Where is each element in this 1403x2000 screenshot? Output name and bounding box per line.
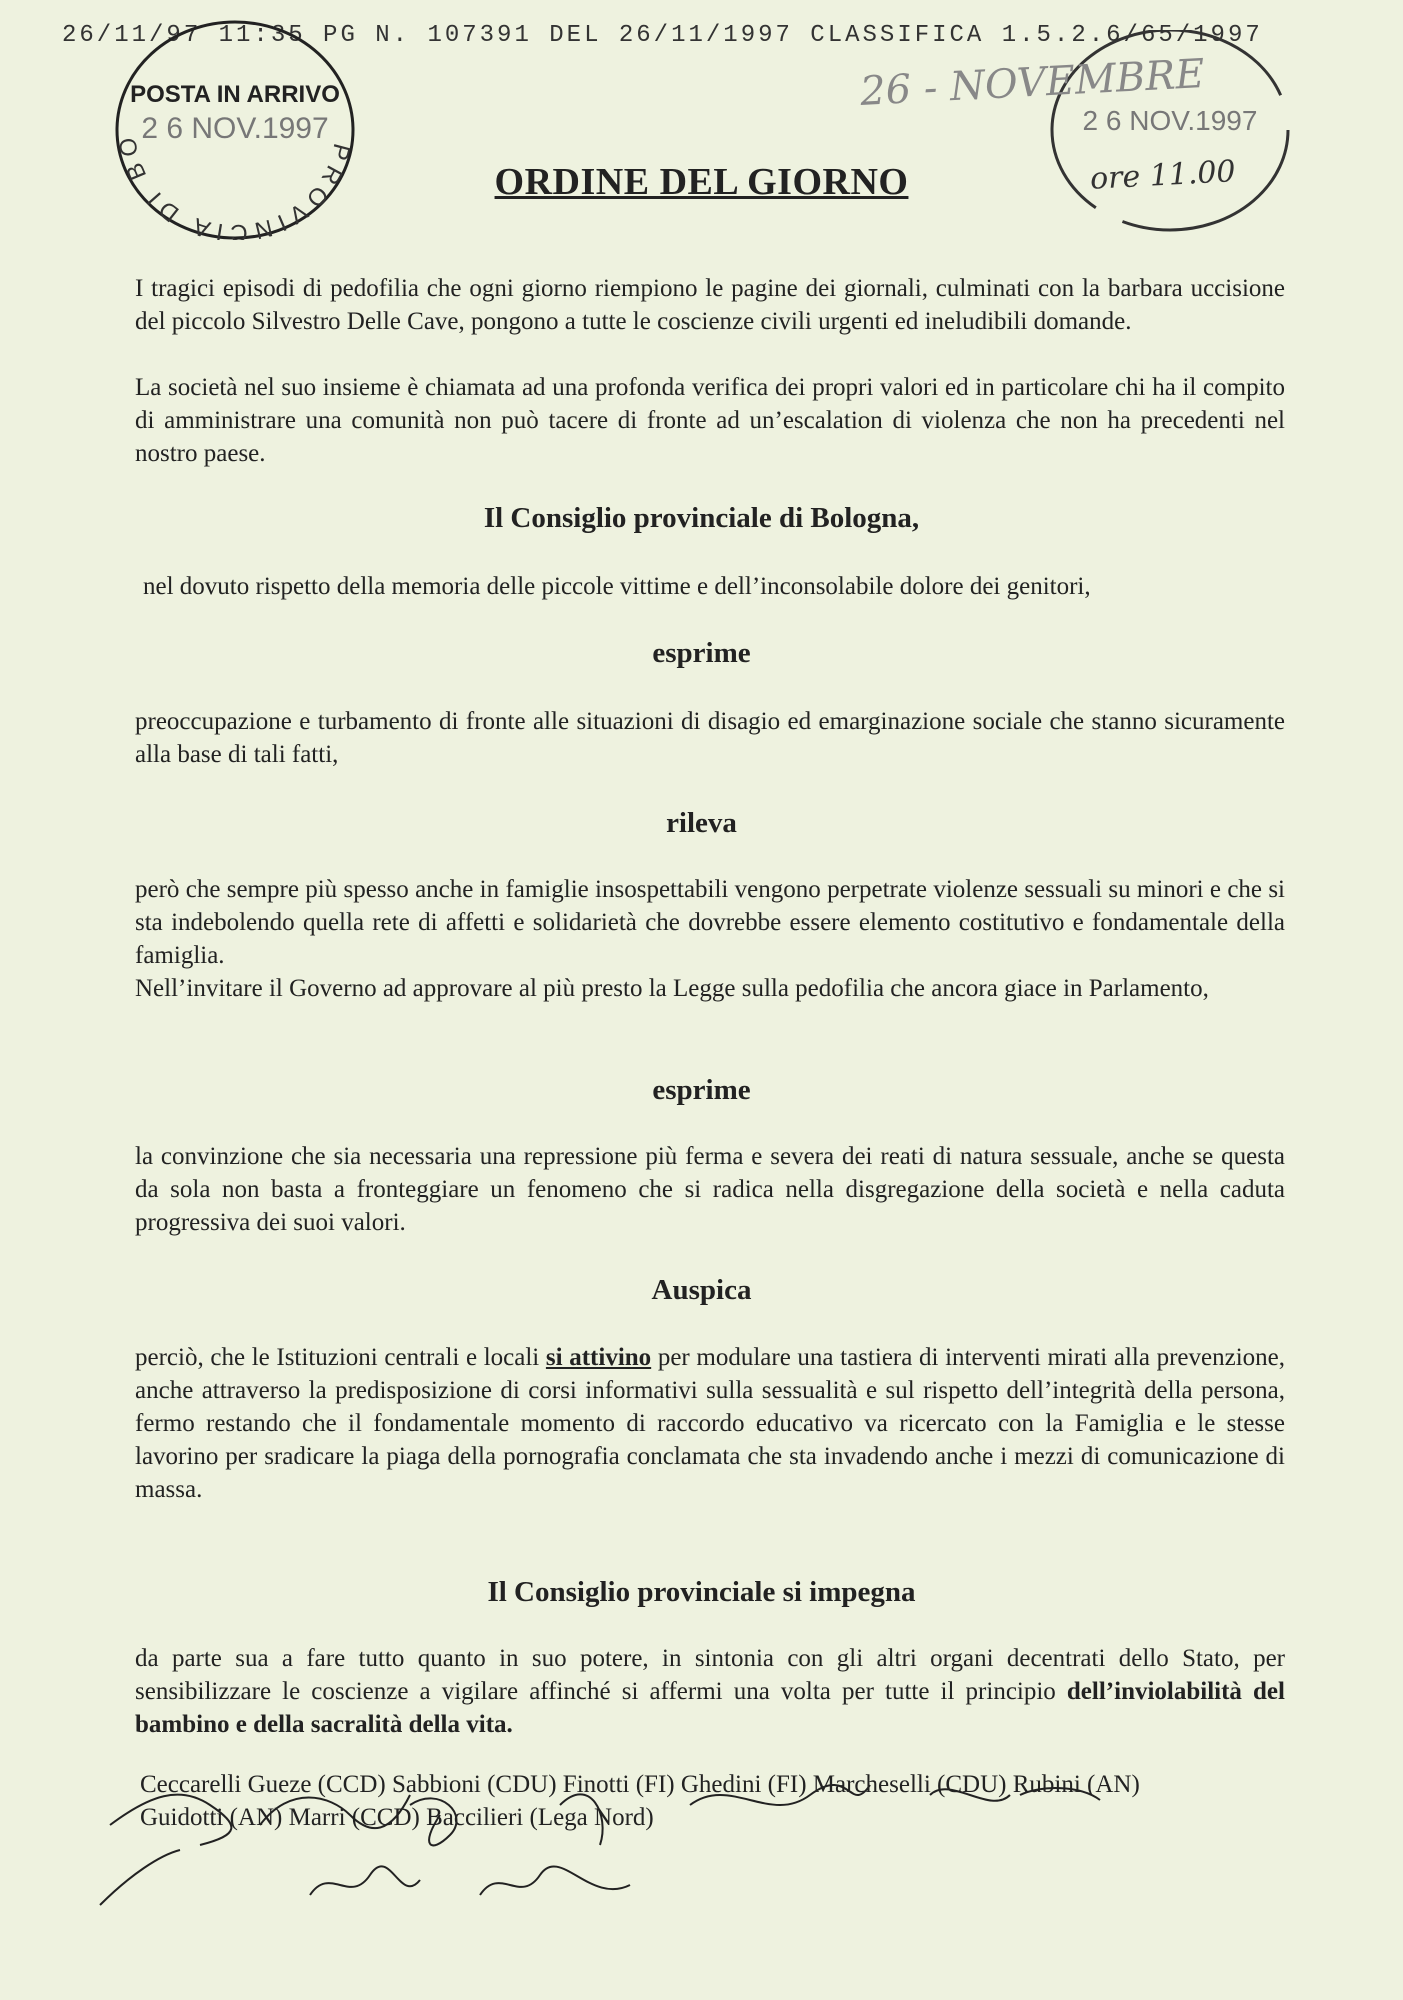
svg-text:PROVINCIA DI BOLOGNA: PROVINCIA DI BO [113, 129, 356, 240]
respect-paragraph: nel dovuto rispetto della memoria delle piccole vittime e dell’inconsolabile dolore dei genitori, [143, 573, 1091, 600]
stamp-line1: POSTA IN ARRIVO [130, 81, 340, 108]
impegna-bold: dell’inviolabilità del bambino e della sacralità della vita. [135, 1678, 1285, 1738]
signatures-graphic [90, 1755, 1290, 1915]
fax-header: 26/11/97 11:35 PG N. 107391 DEL 26/11/1997 CLASSIFICA 1.5.2.6/65/1997 [62, 22, 1263, 49]
intro-paragraph-1: I tragici episodi di pedofilia che ogni giorno riempiono le pagine dei giornali, culminati con la barbara uccisione del piccolo Silvestro Delle Cave, pongono a tutte le coscienze civili urgenti ed ineludibili domande. [135, 275, 1285, 335]
esprime-paragraph-2: la convinzione che sia necessaria una repressione più ferma e severa dei reati di natura sessuale, anche se questa da sola non basta a fronteggiare un fenomeno che si radica nella disgregazione della società e nella caduta progressiva dei suoi valori. [135, 1143, 1285, 1236]
impegna-paragraph [135, 1642, 1285, 1741]
auspica-heading: Auspica [651, 1274, 752, 1306]
auspica-underlined: si attivino [545, 1344, 652, 1371]
esprime-paragraph-1: preoccupazione e turbamento di fronte alle situazioni di disagio ed emarginazione sociale che stanno sicuramente alla base di tali fatti, [135, 708, 1285, 768]
stamp-date-2: 2 6 NOV.1997 [1082, 105, 1258, 136]
document-title: ORDINE DEL GIORNO [494, 161, 909, 203]
esprime-heading-2: esprime [652, 1074, 751, 1106]
esprime-heading-1: esprime [652, 637, 751, 669]
council-heading: Il Consiglio provinciale di Bologna, [483, 502, 920, 534]
signers-line-1: Ceccarelli Gueze (CCD) Sabbioni (CDU) Finotti (FI) Ghedini (FI) Marcheselli (CDU) Rubini (AN) [140, 1771, 1140, 1798]
auspica-text-post: per modulare una tastiera di interventi mirati alla prevenzione, anche attraverso la predisposizione di corsi informativi sulla sessualità e sul rispetto dell’integrità della persona, fermo restando che il fondamentale momento di raccordo educativo va ricercato con la Famiglia e le stesse lavorino per sradicare la piaga della pornografia conclamata che sta invadendo anche i mezzi di comunicazione di massa. [135, 1344, 1285, 1503]
rileva-heading: rileva [666, 807, 737, 839]
invitare-paragraph: Nell’invitare il Governo ad approvare al più presto la Legge sulla pedofilia che ancora giace in Parlamento, [135, 975, 1209, 1002]
impegna-text: da parte sua a fare tutto quanto in suo potere, in sintonia con gli altri organi decentrati dello Stato, per sensibilizzare le coscienze a vigilare affinché si affermi una volta per tutte il principio [135, 1645, 1285, 1705]
stamp-date: 2 6 NOV.1997 [141, 112, 329, 145]
intro-paragraph-2: La società nel suo insieme è chiamata ad una profonda verifica dei propri valori ed in particolare chi ha il compito di amministrare una comunità non può tacere di fronte ad un’escalation di violenza che non ha precedenti nel nostro paese. [135, 374, 1285, 467]
rileva-paragraph: però che sempre più spesso anche in famiglie insospettabili vengono perpetrate violenze sessuali su minori e che si sta indebolendo quella rete di affetti e solidarietà che dovrebbe essere elemento costitutivo e fondamentale della famiglia. [135, 876, 1285, 969]
auspica-text-pre: perciò, che le Istituzioni centrali e locali [135, 1344, 546, 1371]
signers-line-2: Guidotti (AN) Marri (CCD) Baccilieri (Lega Nord) [140, 1804, 654, 1831]
handwritten-time-note: ore 11.00 [1089, 154, 1237, 197]
handwritten-date-note: 26 - NOVEMBRE [859, 51, 1206, 115]
auspica-paragraph [135, 1341, 1285, 1506]
handwritten-signatures [90, 1755, 1290, 1915]
stamp-seal-graphic [105, 20, 365, 240]
incoming-mail-stamp [105, 20, 365, 240]
impegna-heading: Il Consiglio provinciale si impegna [487, 1576, 916, 1608]
